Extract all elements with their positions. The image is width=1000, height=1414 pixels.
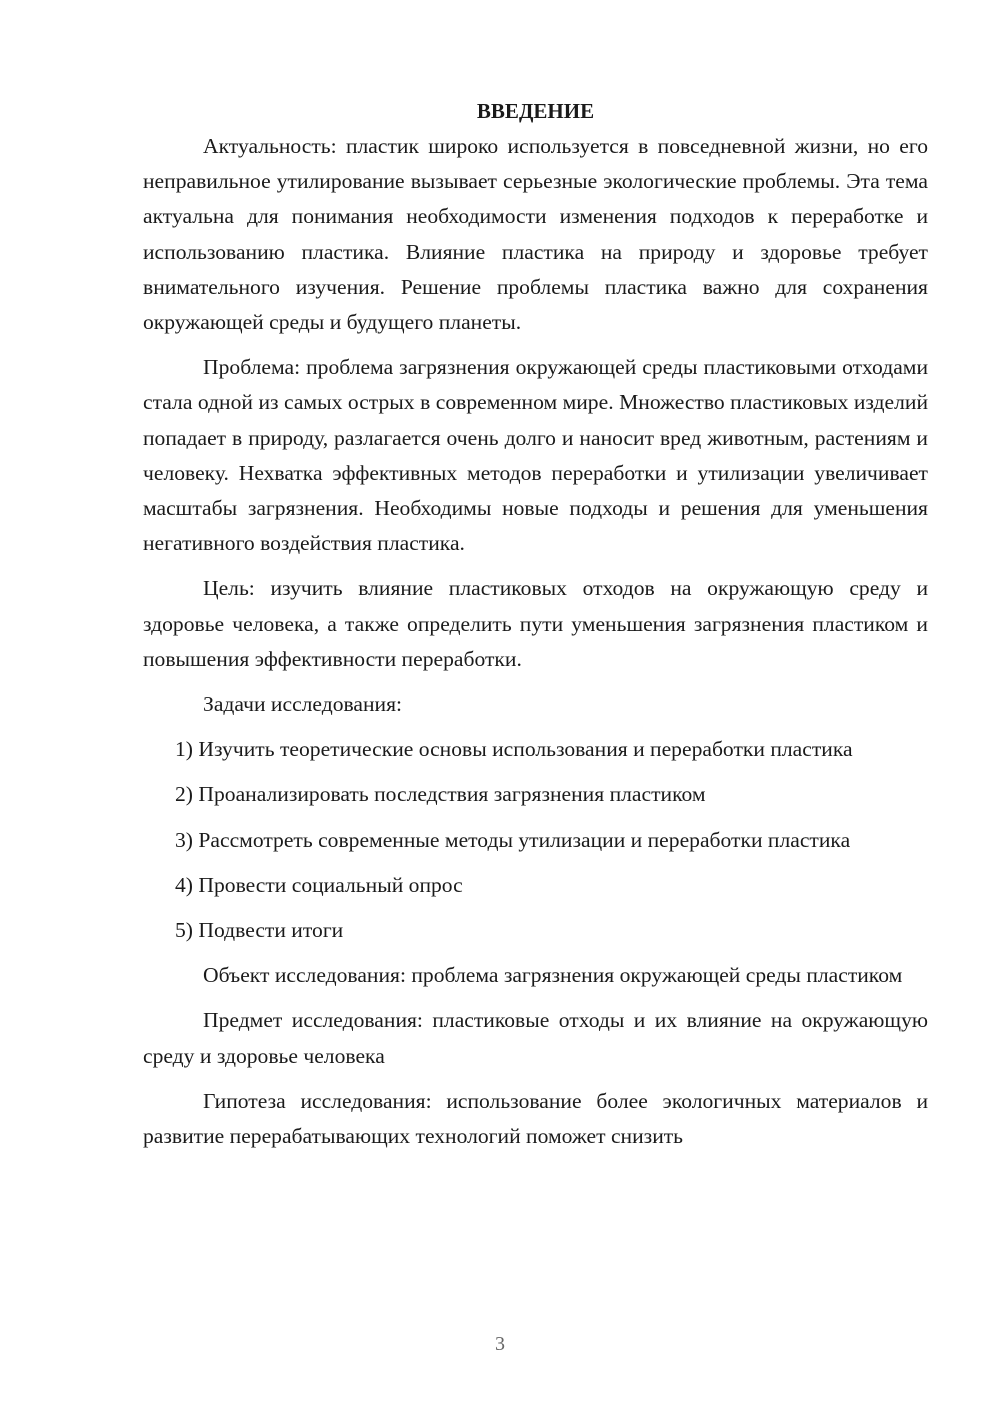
task-item-1: 1) Изучить теоретические основы использования и переработки пластика bbox=[175, 737, 853, 762]
object-paragraph: Объект исследования: проблема загрязнения окружающей среды пластиком bbox=[203, 963, 903, 988]
problem-paragraph: Проблема: проблема загрязнения окружающей среды пластиковыми отходами стала одной из самых острых в современном мире. Множество пластиковых изделий попадает в природу, разлагается очень долго и наносит вред животным, растениям и человеку. Нехватка эффективных методов переработки и утилизации увеличивает масштабы загрязнения. Необходимы новые подходы и решения для уменьшения негативного воздействия пластика. bbox=[143, 355, 928, 556]
hypothesis-paragraph: Гипотеза исследования: использование более экологичных материалов и развитие перерабатывающих технологий поможет снизить bbox=[143, 1088, 928, 1149]
task-item-3: 3) Рассмотреть современные методы утилизации и переработки пластика bbox=[175, 827, 851, 852]
relevance-paragraph: Актуальность: пластик широко используется в повседневной жизни, но его неправильное утилирование вызывает серьезные экологические проблемы. Эта тема актуальна для понимания необходимости изменения подходов к переработке и использованию пластика. Влияние пластика на природу и здоровье требует внимательного изучения. Решение проблемы пластика важно для сохранения окружающей среды и будущего планеты. bbox=[143, 134, 928, 335]
task-item-2: 2) Проанализировать последствия загрязнения пластиком bbox=[175, 782, 706, 807]
goal-paragraph: Цель: изучить влияние пластиковых отходов на окружающую среду и здоровье человека, а также определить пути уменьшения загрязнения пластиком и повышения эффективности переработки. bbox=[143, 576, 928, 671]
tasks-heading: Задачи исследования: bbox=[203, 692, 403, 717]
page-title: ВВЕДЕНИЕ bbox=[476, 99, 595, 123]
page-content bbox=[143, 94, 928, 1154]
task-item-4: 4) Провести социальный опрос bbox=[175, 872, 463, 897]
task-item-5: 5) Подвести итоги bbox=[175, 918, 344, 943]
page-number: 3 bbox=[495, 1333, 505, 1355]
subject-paragraph: Предмет исследования: пластиковые отходы и их влияние на окружающую среду и здоровье человека bbox=[143, 1008, 928, 1068]
